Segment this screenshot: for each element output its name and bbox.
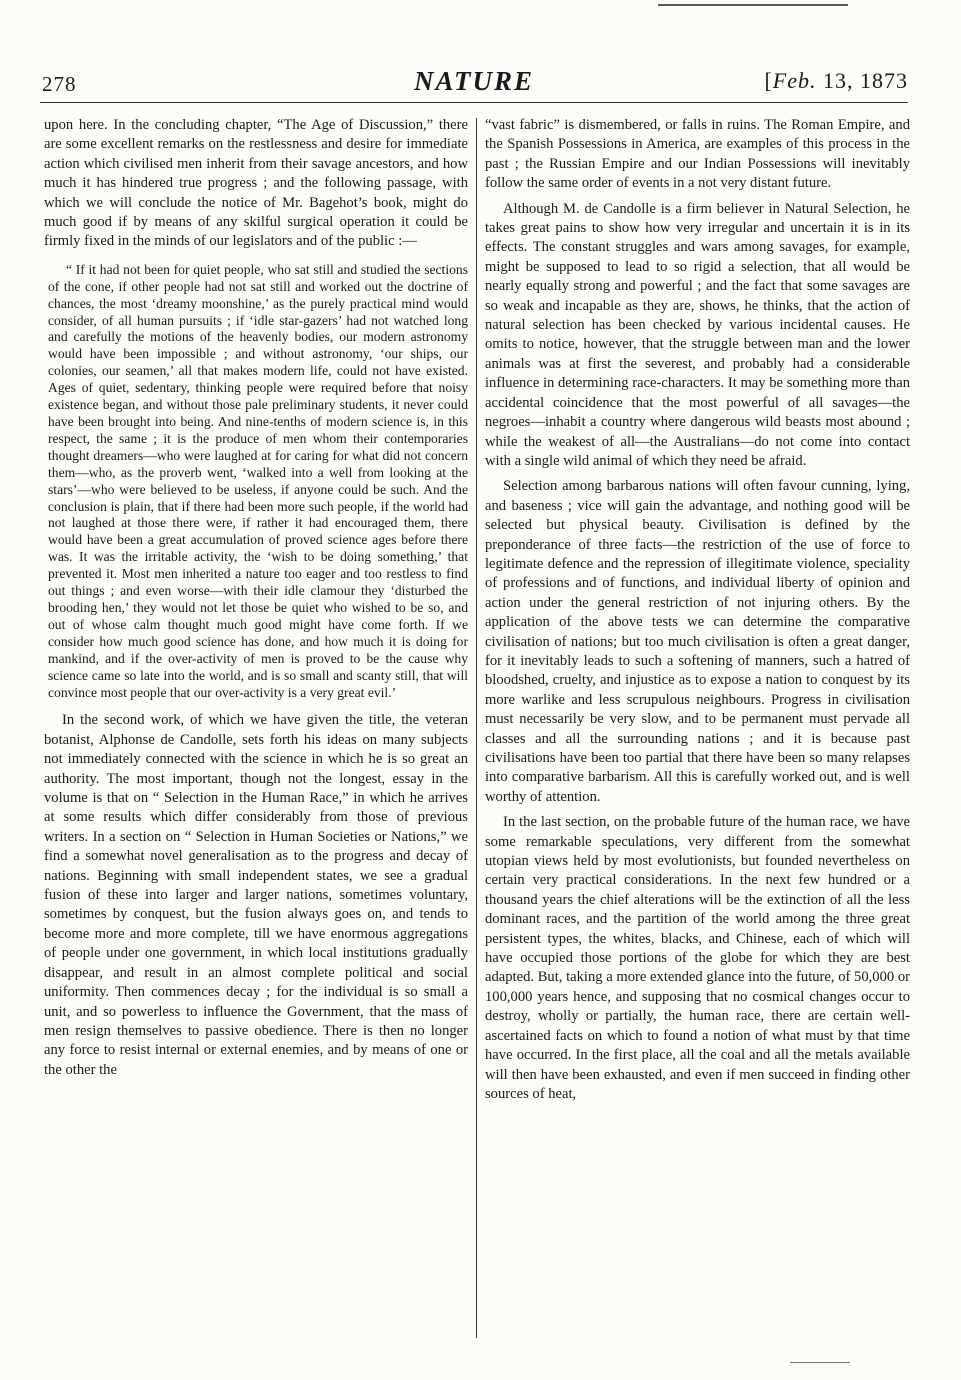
- block-quote-bagehot: “ If it had not been for quiet people, who sat still and studied the sections of the cone, if other people had not sat still and worked out the doctrine of chances, the most ‘dreamy moonshine,’ as the purely practical mind would consider, of all human pursuits ; if ‘idle star-gazers’ had not watched long and carefully the motions of the heavenly bodies, our modern astronomy would have been impossible ; and without astronomy, ‘our ships, our colonies, our seamen,’ all that makes modern life, could not have existed. Ages of quiet, sedentary, thinking people were required before that noisy existence began, and without those pale preliminary students, it never could have been brought into being. And nine-tenths of modern science is, in this respect, the same ; it is the produce of men whom their contemporaries thought dreamers—who were laughed at for caring for what did not concern them—who, as the proverb went, ‘walked into a well from looking at the stars’—who were believed to be useless, if anyone could be such. And the conclusion is plain, that if there had been more such people, if the world had not laughed at those there were, if rather it had encouraged them, there would have been a great accumulation of proved science ages before there was. It was the irritable activity, the ‘wish to be doing something,’ that prevented it. Most men inherited a nature too eager and too restless to find out things ; and even worse—with their idle clamour they ‘disturbed the brooding hen,’ they would not let those be quiet who wished to be so, and out of whose calm thought much good might have come forth. If we consider how much good science has done, and how much it is doing for mankind, and if the over-activity of men is proved to be the cause why science came so late into the world, and is so small and scanty still, that will convince most people that our over-activity is a very great evil.’: [48, 261, 468, 700]
- paragraph-future-of-race: In the last section, on the probable future of the human race, we have some remarkable speculations, very different from the somewhat utopian views held by most evolutionists, but founded nevertheless on certain very practical considerations. In the next few hundred or a thousand years the chief alterations will be the extinction of all the less dominant races, and the partition of the world among the three great persistent types, the whites, blacks, and Chinese, each of which will have occupied those portions of the globe for which they are best adapted. But, taking a more extended glance into the future, of 50,000 or 100,000 years hence, and supposing that no cosmical changes occur to destroy, wholly or partially, the human race, there are certain well-ascertained facts on which to found a notion of what must by that time have occurred. In the first place, all the coal and all the metals available will then have been exhausted, and even if men succeed in finding other sources of heat,: [485, 814, 910, 1102]
- journal-title: NATURE: [413, 66, 535, 96]
- paragraph-vast-fabric: “vast fabric” is dismembered, or falls in ruins. The Roman Empire, and the Spanish Possessions in America, are examples of this process in the past ; the Russian Empire and our Indian Possessions will inevitably follow the same order of events in a not very distant future.: [485, 117, 910, 192]
- bottom-edge-rule: [790, 1362, 850, 1363]
- paragraph-de-candolle-intro: In the second work, of which we have given the title, the veteran botanist, Alphonse de Candolle, sets forth his ideas on many subjects not immediately connected with the science in which he is so great an authority. The most important, though not the longest, essay in the volume is that on “ Selection in the Human Race,” in which he arrives at some results which differ considerably from those of previous writers. In a section on “ Selection in Human Societies or Nations,” we find a somewhat novel generalisation as to the progress and decay of nations. Beginning with small independent states, we see a gradual fusion of these into larger and larger nations, sometimes voluntary, sometimes by conquest, but the fusion always goes on, and tends to become more and more complete, till we have enormous aggregations of people under one government, in which local institutions gradually disappear, and result in an almost complete political and social uniformity. Then commences decay ; for the individual is so small a unit, and so powerless to influence the Government, that the mass of men resign themselves to passive obedience. There is then no longer any force to resist internal or external enemies, and by means of one or the other the: [44, 712, 468, 1078]
- right-column: [485, 116, 910, 1104]
- running-header: [40, 66, 908, 100]
- paragraph-natural-selection: Although M. de Candolle is a firm believer in Natural Selection, he takes great pains to show how very irregular and uncertain it is in its effects. The constant struggles and wars among savages, for example, might be supposed to lead to so rigid a selection, that all would be nearly equally strong and powerful ; and the fact that some savages are so weak and incapable as they are, shows, he thinks, that the action of natural selection has been checked by various incidental causes. He omits to notice, however, that the struggle between man and the lower animals was at first the severest, and probably had a considerable influence in determining race-characters. It may be something more than accidental coincidence that the most powerful of all savages—the negroes—inhabit a country where dangerous wild beasts most abound ; while the weakest of all—the Australians—do not come into contact with a single wild animal of which they need be afraid.: [485, 200, 910, 469]
- header-rule: [40, 102, 908, 103]
- paragraph-bagehot-conclusion: upon here. In the concluding chapter, “The Age of Discussion,” there are some excellent remarks on the restlessness and desire for immediate action which civilised men inherit from their savage ancestors, and how much it has hindered true progress ; and the following passage, with which we will conclude the notice of Mr. Bagehot’s book, might do much good if by means of any skilful surgical operation it could be firmly fixed in the minds of our legislators and of the public :—: [44, 117, 468, 250]
- issue-date: [Feb. 13, 1873: [764, 68, 908, 93]
- top-edge-rule: [658, 4, 848, 6]
- left-column: [44, 116, 468, 1080]
- page-number: 278: [42, 72, 77, 96]
- paragraph-barbarous-nations: Selection among barbarous nations will often favour cunning, lying, and baseness ; vice will gain the advantage, and nothing good will be selected but physical beauty. Civilisation is defined by the preponderance of three facts—the restriction of the use of force to legitimate defence and the repression of illegitimate violence, speciality of professions and of functions, and individual liberty of opinion and action under the general restriction of not injuring others. By the application of the above tests we can determine the comparative civilisation of nations; but too much civilisation is often a great danger, for it inevitably leads to such a softening of manners, such a hatred of bloodshed, cruelty, and injustice as to expose a nation to conquest by its more warlike and less scrupulous neighbours. Progress in civilisation must necessarily be very slow, and to be permanent must pervade all classes and all the surrounding nations ; and it is because past civilisations have been too partial that there have been so many relapses into comparative barbarism. All this is carefully worked out, and is well worthy of attention.: [485, 478, 910, 805]
- column-divider: [476, 118, 477, 1338]
